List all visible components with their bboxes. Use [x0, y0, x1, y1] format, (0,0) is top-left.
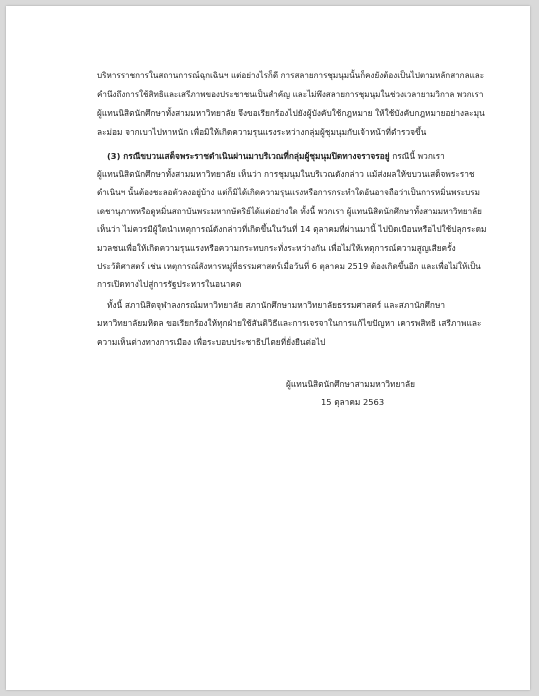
signature-date: 15 ตุลาคม 2563 [321, 397, 385, 407]
paragraph-line: คำนึงถึงการใช้สิทธิและเสรีภาพของประชาชนเป็นสำคัญ และไม่พึงสลายการชุมนุมในช่วงเวลายามวิกาล พวกเรา [97, 89, 484, 99]
paragraph-line: เห็นว่า ไม่ควรมีผู้ใดนำเหตุการณ์ดังกล่าวที่เกิดขึ้นในวันที่ 14 ตุลาคมที่ผ่านมานี้ ไปบิดเบือนหรือไปใช้ปลุกระดม [97, 224, 487, 234]
section-heading: (3) กรณีขบวนเสด็จพระราชดำเนินผ่านมาบริเวณที่กลุ่มผู้ชุมนุมปิดทางจราจรอยู่ [107, 151, 390, 161]
paragraph-line: ประวัติศาสตร์ เช่น เหตุการณ์สังหารหมู่ที่ธรรมศาสตร์เมื่อวันที่ 6 ตุลาคม 2519 ต้องเกิดขึ้นอีก และเพื่อไม่ให้เป็น [97, 261, 481, 271]
signature-line: ผู้แทนนิสิตนักศึกษาสามมหาวิทยาลัย [286, 379, 415, 389]
paragraph-line: การเปิดทางไปสู่การรัฐประหารในอนาคต [97, 279, 242, 289]
paragraph-line: มหาวิทยาลัยมหิดล ขอเรียกร้องให้ทุกฝ่ายใช้สันติวิธีและการเจรจาในการแก้ไขปัญหา เคารพสิทธิ เสรีภาพและ [97, 318, 482, 328]
paragraph-line: เดชานุภาพหรือดูหมิ่นสถาบันพระมหากษัตริย์ได้แต่อย่างใด ทั้งนี้ พวกเรา ผู้แทนนิสิตนักศึกษาทั้งสามมหาวิทยาลัย [97, 206, 482, 216]
paragraph-line: บริหารราชการในสถานการณ์ฉุกเฉินฯ แต่อย่างไรก็ดี การสลายการชุมนุมนั้นก็คงยังต้องเป็นไปตามหลักสากลและ [97, 70, 485, 80]
paragraph-line: ทั้งนี้ สภานิสิตจุฬาลงกรณ์มหาวิทยาลัย สภานักศึกษามหาวิทยาลัยธรรมศาสตร์ และสภานักศึกษา [107, 300, 446, 310]
paragraph-line: ความเห็นต่างทางการเมือง เพื่อระบอบประชาธิปไตยที่ยั่งยืนต่อไป [97, 337, 326, 347]
paragraph-line: ละม่อม จากเบาไปหาหนัก เพื่อมิให้เกิดความรุนแรงระหว่างกลุ่มผู้ชุมนุมกับเจ้าหน้าที่ตำรวจขึ้น [97, 127, 427, 137]
paragraph-line: มวลชนเพื่อให้เกิดความรุนแรงหรือความกระทบกระทั่งระหว่างกัน เพื่อไม่ให้เหตุการณ์ความสูญเสียครั้ง [97, 243, 456, 253]
document-page [6, 6, 530, 690]
paragraph-line: ผู้แทนนิสิตนักศึกษาทั้งสามมหาวิทยาลัย เห็นว่า การชุมนุมในบริเวณดังกล่าว แม้ส่งผลให้ขบวนเสด็จพระราช [97, 169, 475, 179]
paragraph-line [107, 149, 445, 163]
paragraph-line: ดำเนินฯ นั้นต้องชะลอตัวลงอยู่บ้าง แต่ก็มิได้เกิดความรุนแรงหรือการกระทำใดอันอาจถือว่าเป็นการหมิ่นพระบรม [97, 187, 480, 197]
paragraph-line: ผู้แทนนิสิตนักศึกษาทั้งสามมหาวิทยาลัย จึงขอเรียกร้องไปยังผู้บังคับใช้กฎหมาย ให้ใช้บังคับกฎหมายอย่างละมุน [97, 108, 485, 118]
heading-continuation: กรณีนี้ พวกเรา [389, 151, 445, 161]
